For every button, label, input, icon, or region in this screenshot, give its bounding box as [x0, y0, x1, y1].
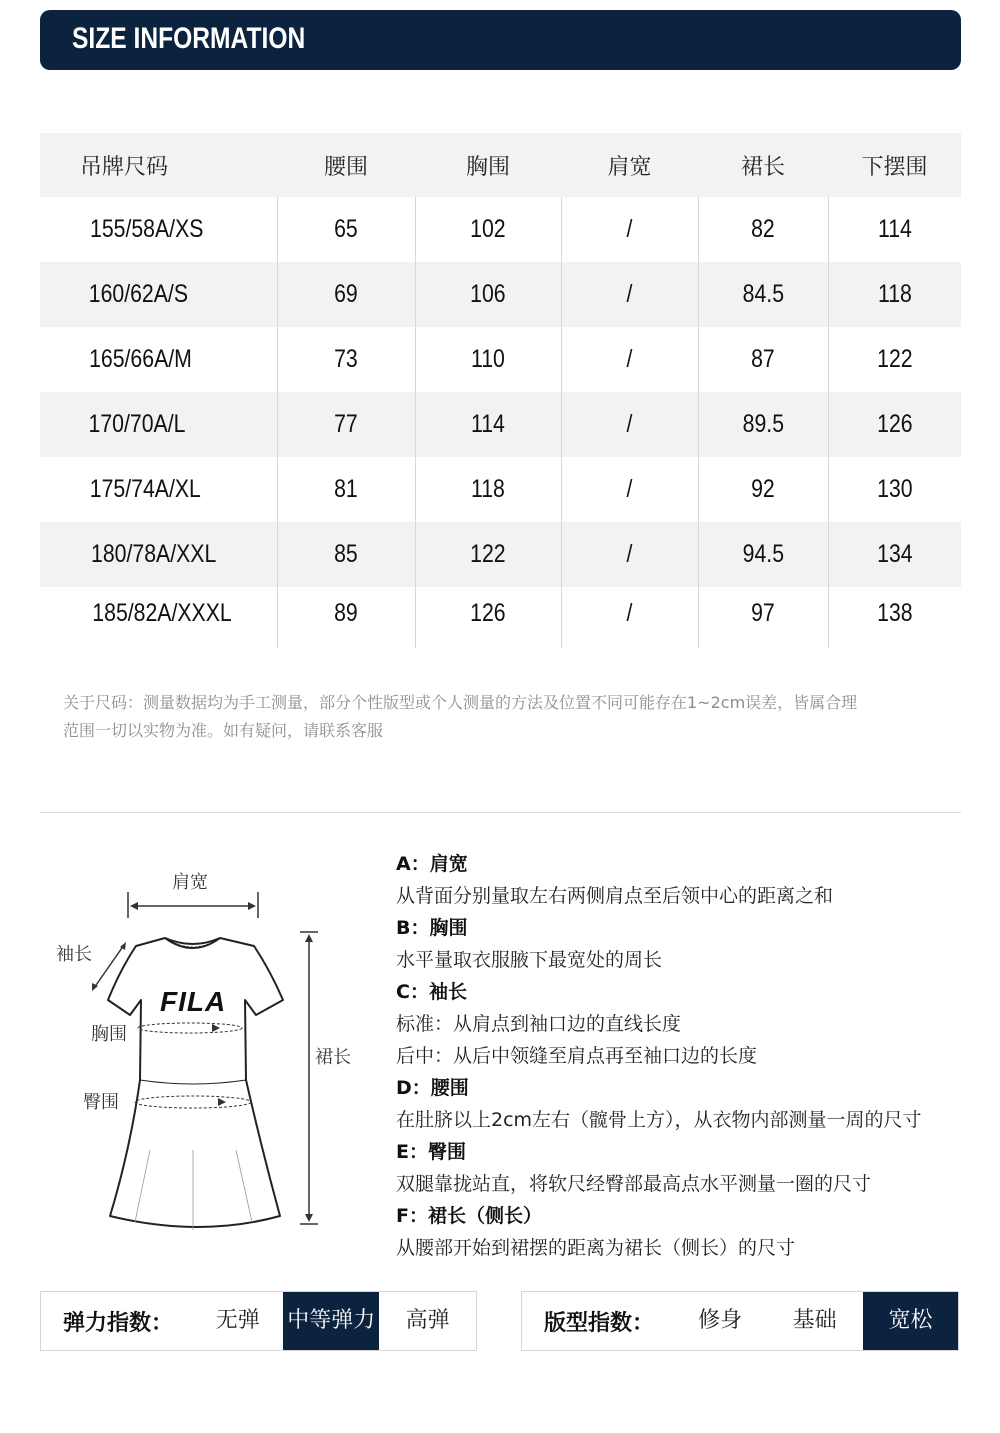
- measurement-cell: [698, 587, 828, 648]
- size-note: [63, 689, 958, 745]
- cell-value: 130: [877, 475, 913, 503]
- cell-value: 165/66A/M: [89, 345, 192, 373]
- header-length: 裙长: [698, 133, 828, 197]
- cell-value: 81: [334, 475, 358, 503]
- cell-value: 180/78A/XXL: [91, 540, 217, 568]
- section-divider: [40, 812, 961, 813]
- cell-value: 89: [334, 599, 358, 627]
- measurement-diagram: [40, 850, 380, 1250]
- measurement-cell: [828, 197, 961, 262]
- cell-value: 85: [334, 540, 358, 568]
- description-text: 从腰部开始到裙摆的距离为裙长（侧长）的尺寸: [396, 1237, 796, 1259]
- label-shoulder: 肩宽: [172, 872, 208, 893]
- measurement-cell: [415, 587, 561, 648]
- measurement-cell: [415, 522, 561, 587]
- table-row: [40, 522, 961, 587]
- size-table-header: [40, 133, 961, 197]
- description-title: B：胸围: [396, 917, 468, 939]
- cell-value: /: [626, 475, 633, 503]
- cell-value: 102: [470, 215, 506, 243]
- cell-value: 126: [470, 599, 506, 627]
- measurement-cell: [561, 392, 698, 457]
- cell-value: 97: [751, 599, 775, 627]
- measurement-cell: [277, 522, 415, 587]
- measurement-cell: [415, 327, 561, 392]
- table-row: [40, 197, 961, 262]
- table-row: [40, 262, 961, 327]
- measurement-cell: [277, 327, 415, 392]
- measurement-cell: [415, 392, 561, 457]
- cell-value: 69: [334, 280, 358, 308]
- fit-scale: [521, 1291, 959, 1351]
- header-tag-size: 吊牌尺码: [40, 133, 277, 197]
- description-title: A：肩宽: [396, 853, 468, 875]
- label-sleeve: 袖长: [56, 944, 92, 965]
- description-text: 从背面分别量取左右两侧肩点至后领中心的距离之和: [396, 885, 834, 907]
- measurement-cell: [698, 262, 828, 327]
- header-waist: 腰围: [277, 133, 415, 197]
- cell-value: 122: [877, 345, 913, 373]
- elasticity-scale: [40, 1291, 477, 1351]
- size-table-body: [40, 197, 961, 648]
- cell-value: 118: [877, 280, 912, 308]
- cell-value: 94.5: [742, 540, 784, 568]
- measurement-cell: [828, 457, 961, 522]
- elasticity-option-high: 高弹: [405, 1308, 450, 1333]
- cell-value: /: [626, 410, 633, 438]
- measurement-cell: [415, 197, 561, 262]
- size-cell: [40, 262, 277, 327]
- cell-value: 185/82A/XXXL: [92, 599, 232, 627]
- measurement-cell: [698, 457, 828, 522]
- size-cell: [40, 197, 277, 262]
- cell-value: 138: [877, 599, 913, 627]
- measurement-cell: [561, 522, 698, 587]
- measurement-cell: [561, 262, 698, 327]
- fit-option-slim: 修身: [698, 1308, 743, 1333]
- table-row: [40, 587, 961, 648]
- measurement-cell: [828, 392, 961, 457]
- measurement-cell: [415, 262, 561, 327]
- table-row: [40, 327, 961, 392]
- description-item: [396, 1072, 976, 1136]
- description-text: 在肚脐以上2cm左右（髋骨上方），从衣物内部测量一周的尺寸: [396, 1109, 922, 1131]
- measurement-cell: [277, 457, 415, 522]
- size-cell: [40, 327, 277, 392]
- elasticity-option-none: 无弹: [215, 1308, 260, 1333]
- size-cell: [40, 457, 277, 522]
- measurement-cell: [415, 457, 561, 522]
- cell-value: 110: [471, 345, 505, 373]
- cell-value: /: [626, 280, 633, 308]
- cell-value: 114: [471, 410, 505, 438]
- measurement-cell: [828, 587, 961, 648]
- table-row: [40, 392, 961, 457]
- fila-logo: FILA: [160, 986, 227, 1017]
- description-title: D：腰围: [396, 1077, 469, 1099]
- measurement-cell: [698, 522, 828, 587]
- measurement-cell: [561, 587, 698, 648]
- cell-value: 73: [334, 345, 358, 373]
- description-text: 水平量取衣服腋下最宽处的周长: [396, 949, 663, 971]
- measurement-cell: [561, 327, 698, 392]
- fit-option-regular: 基础: [792, 1308, 837, 1333]
- measurement-cell: [828, 327, 961, 392]
- label-chest: 胸围: [91, 1024, 127, 1045]
- elasticity-label: 弹力指数：: [63, 1310, 174, 1336]
- measurement-cell: [277, 262, 415, 327]
- cell-value: /: [626, 599, 633, 627]
- cell-value: /: [626, 215, 633, 243]
- cell-value: 160/62A/S: [88, 280, 189, 308]
- fit-option-loose: 宽松: [863, 1292, 958, 1350]
- measurement-descriptions: [396, 848, 976, 1264]
- note-line-1: 关于尺码：测量数据均为手工测量，部分个性版型或个人测量的方法及位置不同可能存在1~2cm误差，皆属合理: [63, 693, 858, 712]
- header-chest: 胸围: [415, 133, 561, 197]
- description-text: 标准：从肩点到袖口边的直线长度: [396, 1013, 682, 1035]
- measurement-cell: [698, 392, 828, 457]
- description-text: 双腿靠拢站直，将软尺经臀部最高点水平测量一圈的尺寸: [396, 1173, 872, 1195]
- cell-value: 82: [751, 215, 775, 243]
- description-item: [396, 976, 976, 1072]
- measurement-cell: [561, 197, 698, 262]
- description-item: [396, 912, 976, 976]
- cell-value: 106: [470, 280, 506, 308]
- cell-value: 89.5: [742, 410, 784, 438]
- cell-value: 77: [334, 410, 358, 438]
- cell-value: 155/58A/XS: [90, 215, 204, 243]
- header-shoulder: 肩宽: [561, 133, 698, 197]
- label-length: 裙长: [315, 1047, 351, 1068]
- cell-value: /: [626, 345, 633, 373]
- description-item: [396, 848, 976, 912]
- note-line-2: 范围一切以实物为准。如有疑问，请联系客服: [63, 721, 384, 740]
- header-hem: 下摆围: [828, 133, 961, 197]
- measurement-cell: [828, 262, 961, 327]
- cell-value: 170/70A/L: [88, 410, 186, 438]
- label-hip: 臀围: [83, 1092, 119, 1113]
- measurement-cell: [277, 392, 415, 457]
- cell-value: 87: [751, 345, 775, 373]
- measurement-cell: [277, 587, 415, 648]
- description-title: C：袖长: [396, 981, 467, 1003]
- cell-value: 92: [751, 475, 775, 503]
- measurement-cell: [828, 522, 961, 587]
- size-table: [40, 133, 961, 648]
- elasticity-option-medium: 中等弹力: [283, 1292, 379, 1350]
- size-cell: [40, 392, 277, 457]
- description-item: [396, 1136, 976, 1200]
- fit-label: 版型指数：: [544, 1310, 655, 1336]
- cell-value: 175/74A/XL: [89, 475, 201, 503]
- measurement-cell: [277, 197, 415, 262]
- cell-value: 126: [877, 410, 913, 438]
- cell-value: 122: [470, 540, 506, 568]
- description-title: E：臀围: [396, 1141, 466, 1163]
- table-row: [40, 457, 961, 522]
- description-item: [396, 1200, 976, 1264]
- cell-value: 84.5: [742, 280, 784, 308]
- cell-value: 65: [334, 215, 358, 243]
- cell-value: 134: [877, 540, 913, 568]
- size-cell: [40, 522, 277, 587]
- banner-title: SIZE INFORMATION: [72, 22, 306, 55]
- cell-value: /: [626, 540, 633, 568]
- size-cell: [40, 587, 277, 648]
- cell-value: 114: [877, 215, 912, 243]
- measurement-cell: [561, 457, 698, 522]
- measurement-cell: [698, 197, 828, 262]
- measurement-cell: [698, 327, 828, 392]
- description-text: 后中：从后中领缝至肩点再至袖口边的长度: [396, 1045, 758, 1067]
- description-title: F：裙长（侧长）: [396, 1205, 542, 1227]
- size-info-banner: [40, 10, 961, 70]
- cell-value: 118: [471, 475, 505, 503]
